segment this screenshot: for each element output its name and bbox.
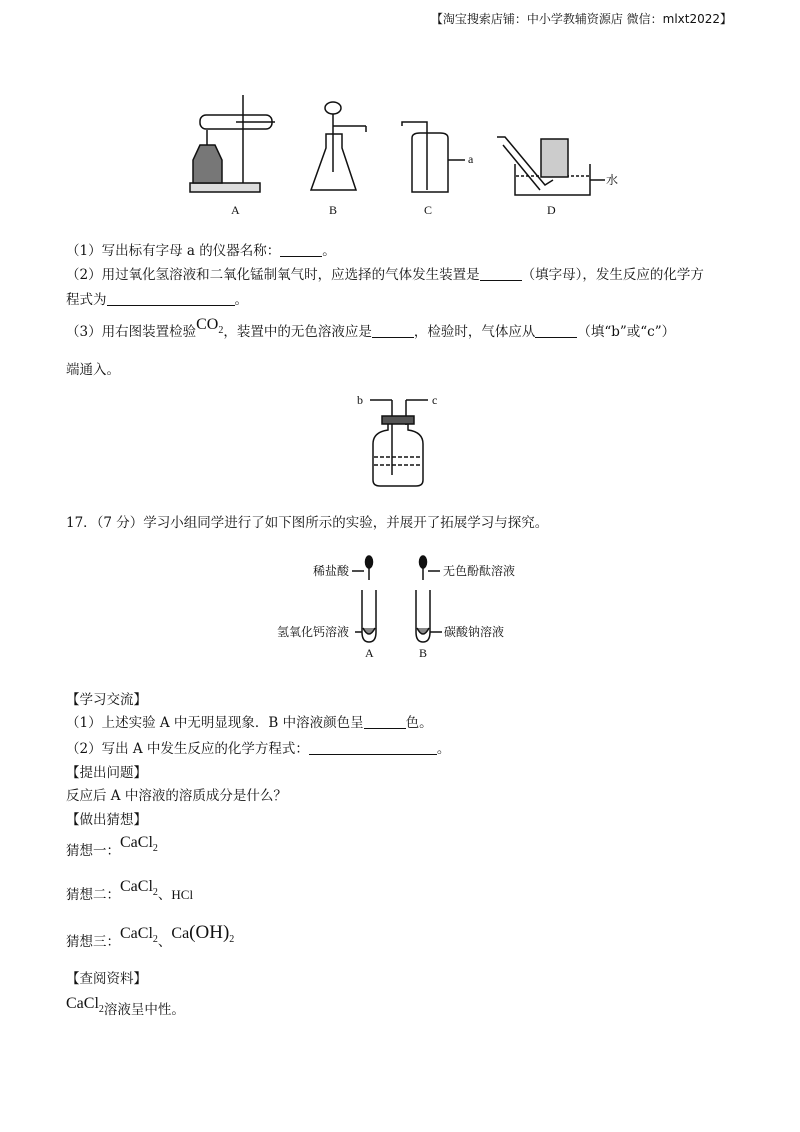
answer-blank[interactable] xyxy=(480,266,522,281)
apparatus-c xyxy=(402,122,465,192)
hypothesis-2: 猜想二：CaCl$_2$、HCl xyxy=(66,878,194,903)
apparatus-b-label: B xyxy=(329,203,338,217)
wash-bottle-figure xyxy=(0,385,800,495)
bottle-inlet-b-label: b xyxy=(357,393,363,407)
apparatus-a-label: A xyxy=(231,203,240,217)
q16-part2-line1: （2）用过氧化氢溶液和二氧化锰制氧气时，应选择的气体发生装置是 （填字母），发生反应的化学方 xyxy=(66,267,704,283)
apparatus-d xyxy=(497,137,605,195)
page-header: 【淘宝搜索店铺：中小学教辅资源店 微信：mlxt2022】 xyxy=(430,12,732,26)
q17-title: 17．（7 分）学习小组同学进行了如下图所示的实验，并展开了拓展学习与探究。 xyxy=(66,515,549,531)
answer-blank[interactable] xyxy=(107,291,235,306)
label-dilute-hcl: 稀盐酸 xyxy=(313,564,350,578)
reference-text: CaCl$_2$溶液呈中性。 xyxy=(66,995,185,1018)
question-text: 反应后 A 中溶液的溶质成分是什么？ xyxy=(66,788,287,804)
tube-a-label: A xyxy=(365,646,374,660)
answer-blank[interactable] xyxy=(372,323,414,338)
apparatus-d-water-label: 水 xyxy=(606,173,619,187)
q16-part2-line2: 程式为 。 xyxy=(66,292,248,308)
tube-b-label: B xyxy=(419,646,428,660)
hypothesis-1: 猜想一：CaCl$_2$ xyxy=(66,834,158,859)
q17-part2: （2）写出 A 中发生反应的化学方程式： 。 xyxy=(66,741,451,757)
test-tube-figure xyxy=(0,550,800,680)
apparatus-c-label: C xyxy=(424,203,433,217)
label-sodium-carbonate: 碳酸钠溶液 xyxy=(444,625,505,639)
answer-blank[interactable] xyxy=(364,714,406,729)
apparatus-d-label: D xyxy=(547,203,556,217)
apparatus-a xyxy=(190,95,275,192)
answer-blank[interactable] xyxy=(280,242,322,257)
section-learning-exchange: 【学习交流】 xyxy=(66,692,147,708)
apparatus-b xyxy=(311,102,366,190)
answer-blank[interactable] xyxy=(309,740,437,755)
hypothesis-3: 猜想三：CaCl$_2$、$Ca(OH)_2$ xyxy=(66,922,235,950)
q16-part1: （1）写出标有字母 a 的仪器名称： 。 xyxy=(66,243,336,259)
gas-apparatus-figure xyxy=(0,0,800,230)
bottle-inlet-c-label: c xyxy=(432,393,438,407)
apparatus-c-pointer-label: a xyxy=(468,152,474,166)
q16-part3: （3）用右图装置检验$CO_2$，装置中的无色溶液应是 ，检验时，气体应从 （填“b”或“c”） xyxy=(66,316,676,340)
section-hypothesis: 【做出猜想】 xyxy=(66,812,147,828)
q16-part3-end: 端通入。 xyxy=(66,362,120,378)
q17-part1: （1）上述实验 A 中无明显现象．B 中溶液颜色呈 色。 xyxy=(66,715,433,731)
section-question: 【提出问题】 xyxy=(66,765,147,781)
label-phenolphthalein: 无色酚酞溶液 xyxy=(443,564,516,578)
section-reference: 【查阅资料】 xyxy=(66,971,147,987)
label-calcium-hydroxide: 氢氧化钙溶液 xyxy=(277,625,350,639)
answer-blank[interactable] xyxy=(535,323,577,338)
